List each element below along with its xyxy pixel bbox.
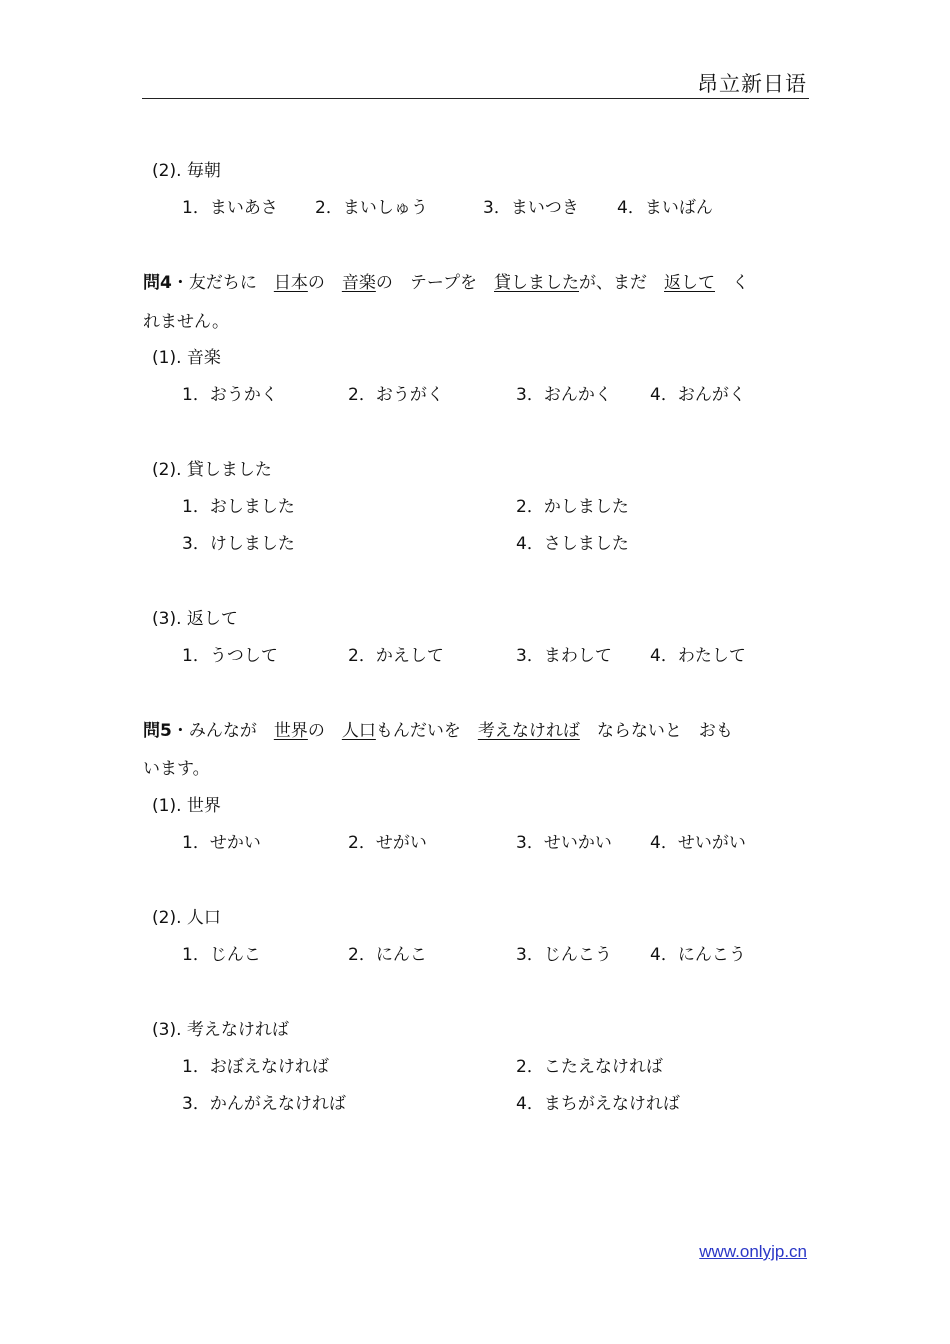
option-2: 2．こたえなければ — [516, 1057, 663, 1077]
subquestion-label: (3). 返して — [152, 609, 238, 629]
option-1: 1．おぼえなければ — [182, 1057, 329, 1077]
question-text: ならないと おも — [579, 721, 733, 741]
option-2: 2．かしました — [516, 497, 629, 517]
option-2: 2．まいしゅう — [315, 198, 428, 218]
question-4-continuation: れません。 — [143, 312, 230, 332]
underlined-word: 音楽 — [341, 273, 376, 293]
website-link[interactable]: www.onlyjp.cn — [699, 1242, 807, 1261]
underlined-word: 人口 — [341, 721, 376, 741]
option-2: 2．おうがく — [348, 385, 444, 405]
question-text: く — [715, 273, 749, 293]
underlined-word: 貸しました — [494, 273, 579, 293]
question-text: の — [307, 273, 342, 293]
subquestion-label: (2). 人口 — [152, 908, 221, 928]
subquestion-label: (3). 考えなければ — [152, 1020, 289, 1040]
underlined-word: 日本 — [273, 273, 308, 293]
underlined-word: 考えなければ — [477, 721, 580, 741]
option-2: 2．せがい — [348, 833, 427, 853]
option-1: 1．おうかく — [182, 385, 278, 405]
option-3: 3．じんこう — [516, 945, 612, 965]
brand-title: 昂立新日语 — [697, 72, 807, 96]
option-3: 3．おんかく — [516, 385, 612, 405]
option-1: 1．せかい — [182, 833, 261, 853]
question-text: もんだいを — [375, 721, 478, 741]
option-1: 1．まいあさ — [182, 198, 278, 218]
option-4: 4．まいばん — [617, 198, 713, 218]
question-number: 問5 — [143, 721, 172, 741]
option-4: 4．わたして — [650, 646, 746, 666]
option-3: 3．かんがえなければ — [182, 1094, 346, 1114]
option-4: 4．まちがえなければ — [516, 1094, 680, 1114]
option-1: 1．うつして — [182, 646, 278, 666]
question-text: の テープを — [375, 273, 494, 293]
option-3: 3．まいつき — [483, 198, 579, 218]
option-2: 2．にんこ — [348, 945, 427, 965]
option-3: 3．まわして — [516, 646, 612, 666]
subquestion-label: (1). 音楽 — [152, 348, 221, 368]
question-4-text — [143, 272, 810, 294]
option-4: 4．せいがい — [650, 833, 746, 853]
option-4: 4．おんがく — [650, 385, 746, 405]
subquestion-label: (2). 毎朝 — [152, 161, 221, 181]
question-text: ・みんなが — [171, 721, 274, 741]
option-1: 1．じんこ — [182, 945, 261, 965]
question-5-text — [143, 720, 810, 742]
page-header — [142, 62, 809, 99]
option-3: 3．せいかい — [516, 833, 612, 853]
question-number: 問4 — [143, 273, 172, 293]
question-text: ・友だちに — [171, 273, 274, 293]
option-2: 2．かえして — [348, 646, 444, 666]
question-text: が、まだ — [579, 273, 664, 293]
subquestion-label: (2). 貸しました — [152, 460, 272, 480]
question-text: の — [307, 721, 342, 741]
question-5-continuation: います。 — [143, 759, 210, 779]
option-1: 1．おしました — [182, 497, 295, 517]
underlined-word: 返して — [664, 273, 715, 293]
option-4: 4．さしました — [516, 534, 629, 554]
subquestion-label: (1). 世界 — [152, 796, 221, 816]
underlined-word: 世界 — [273, 721, 308, 741]
option-3: 3．けしました — [182, 534, 295, 554]
option-4: 4．にんこう — [650, 945, 746, 965]
